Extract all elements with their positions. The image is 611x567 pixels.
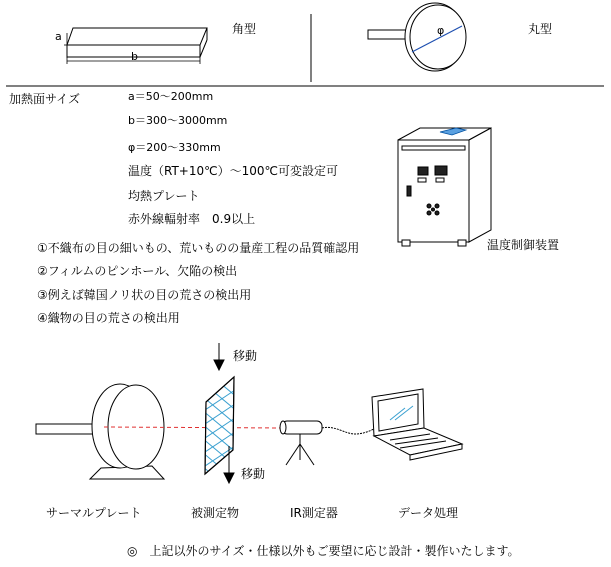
spec-line: φ＝200～330mm bbox=[128, 141, 221, 154]
controller-label: 温度制御装置 bbox=[487, 238, 560, 252]
footer-note: ◎ 上記以外のサイズ・仕様以外もご要望に応じ設計・製作いたします。 bbox=[127, 544, 520, 558]
spec-line: a＝50～200mm bbox=[128, 90, 214, 103]
measured-object-label: 被測定物 bbox=[191, 506, 240, 520]
move-top-label: 移動 bbox=[233, 349, 258, 363]
dimension-b-label: b bbox=[131, 50, 138, 63]
thermal-plate-label: サーマルプレート bbox=[46, 506, 142, 520]
spec-line: 温度（RT+10℃）～100℃可変設定可 bbox=[128, 164, 338, 178]
use-item: ④織物の目の荒さの検出用 bbox=[37, 311, 180, 325]
spec-line: 均熱プレート bbox=[128, 189, 200, 203]
use-item: ③例えば韓国ノリ状の目の荒さの検出用 bbox=[37, 288, 252, 302]
heating-surface-heading: 加熱面サイズ bbox=[9, 92, 81, 106]
thermal-plate bbox=[36, 384, 164, 479]
use-item: ②フィルムのピンホール、欠陥の検出 bbox=[37, 264, 238, 278]
round-plate bbox=[368, 3, 466, 71]
ir-meter bbox=[280, 421, 376, 465]
dimension-phi-label: φ bbox=[437, 24, 445, 37]
measured-object bbox=[190, 358, 250, 506]
move-arrow-top bbox=[214, 343, 224, 370]
spec-line: b＝300～3000mm bbox=[128, 114, 228, 127]
square-type-label: 角型 bbox=[232, 22, 257, 36]
move-bottom-label: 移動 bbox=[241, 467, 266, 481]
dimension-a-label: a bbox=[55, 30, 62, 43]
data-processing-label: データ処理 bbox=[398, 506, 459, 520]
round-type-label: 丸型 bbox=[528, 22, 553, 36]
use-item: ①不織布の目の細いもの、荒いものの量産工程の品質確認用 bbox=[37, 241, 360, 255]
laptop bbox=[372, 389, 462, 460]
temperature-controller bbox=[398, 128, 491, 246]
ir-meter-label: IR測定器 bbox=[290, 506, 338, 520]
spec-line: 赤外線輻射率 0.9以上 bbox=[128, 212, 256, 226]
